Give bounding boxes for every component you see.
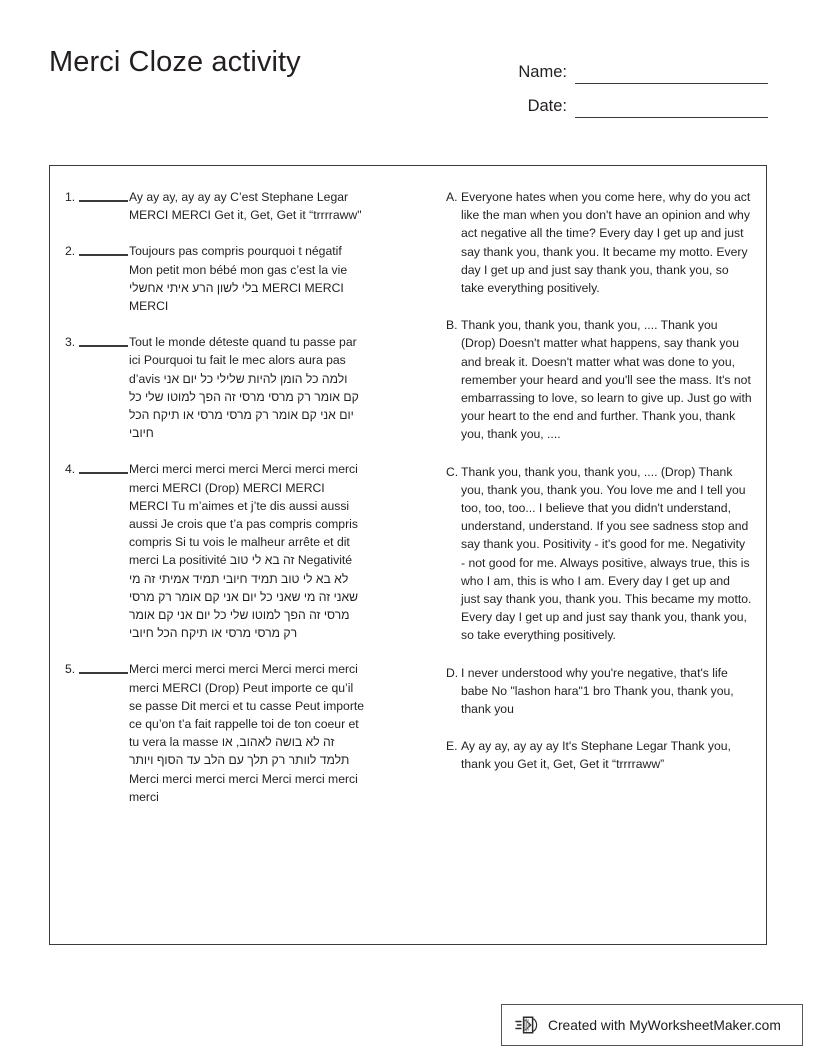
cloze-item-number: 2. xyxy=(65,244,76,259)
cloze-item-text: Toujours pas compris pourquoi t négatif Mon petit mon bébé mon gas c’est la vie בלי לשון הרע איתי אחשלי MERCI MERCI MERCI xyxy=(129,244,348,314)
name-row xyxy=(498,50,768,84)
option-item[interactable] xyxy=(446,737,752,773)
cloze-answer-blank[interactable] xyxy=(79,472,128,474)
cloze-item-number: 1. xyxy=(65,190,76,204)
cloze-item xyxy=(65,333,365,442)
cloze-item-number: 4. xyxy=(65,462,76,477)
cloze-answer-blank[interactable] xyxy=(79,672,128,674)
option-text: Thank you, thank you, thank you, .... Thank you (Drop) Doesn't matter what happens, say thank you and break it. Doesn't matter what was done to you, remember your heard and you'll see the mass. It's not embarrassing to love, so learn to give up. Just go with your heart to the end and further. Thank you, thank you, thank you, .... xyxy=(461,318,752,442)
page-header xyxy=(0,0,816,140)
option-item[interactable] xyxy=(446,316,752,443)
date-label: Date: xyxy=(527,97,567,115)
activity-columns xyxy=(50,166,766,944)
date-row xyxy=(498,84,768,118)
option-text: Thank you, thank you, thank you, .... (Drop) Thank you, thank you, thank you. You love me and I tell you too, too, too... I believe that you didn't understand, understand, understand. If you see sadness stop and say thank you. Positivity - it's good for me. Negativity - not good for me. Always positive, always true, this is who I am, this is who I am. Every day I get up and just say thank you, thank you. This became my motto. Every day I get up and just say thank you, thank you, so take everything positively. xyxy=(461,464,752,643)
option-letter: B. xyxy=(446,318,458,333)
cloze-item-number: 5. xyxy=(65,662,76,677)
cloze-answer-blank[interactable] xyxy=(79,345,128,347)
page-title: Merci Cloze activity xyxy=(49,46,301,78)
badge-label: Created with MyWorksheetMaker.com xyxy=(548,1017,781,1033)
name-label: Name: xyxy=(518,63,567,81)
option-text: Ay ay ay, ay ay ay It's Stephane Legar Thank you, thank you Get it, Get, Get it “trrrraww” xyxy=(461,739,731,772)
cloze-item-text: Merci merci merci merci Merci merci merci merci MERCI (Drop) Peut importe ce qu’il se passe Dit merci et tu casse Peut importe ce qu’on t’a fait rappelle toi de ton coeur et tu vera la masse זה לא בושה לאהוב, או תלמד לוותר רק תלך עם הלב עד הסוף ויותר Merci merci merci merci Merci merci merci merci xyxy=(129,662,365,804)
option-letter: D. xyxy=(446,665,459,680)
cloze-item xyxy=(65,242,365,315)
name-input-line[interactable] xyxy=(575,66,768,84)
date-input-line[interactable] xyxy=(575,100,768,118)
cloze-item-text: Tout le monde déteste quand tu passe par ici Pourquoi tu fait le mec alors aura pas d’avis ולמה כל הומן להיות שלילי כל יום אני קם אומר רק מרסי מרסי זה הפך למוטו שלי כל יום אני קם אומר רק מרסי מרסי או תיקח הכל חיובי xyxy=(129,335,359,441)
option-item[interactable] xyxy=(446,463,752,645)
option-text: Everyone hates when you come here, why do you act like the man when you don't have an opinion and why act negative all the time? Every day I get up and just say thank you, thank you. It became my motto. Every day I get up and just say thank you, thank you, so take everything positively. xyxy=(461,190,751,296)
name-date-block xyxy=(498,50,768,118)
option-letter: E. xyxy=(446,739,458,754)
cloze-answer-blank[interactable] xyxy=(79,200,128,202)
options-column xyxy=(446,188,752,793)
cloze-item xyxy=(65,460,365,642)
option-text: I never understood why you're negative, that's life babe No "lashon hara"1 bro Thank you, thank you, thank you xyxy=(461,665,734,717)
activity-box xyxy=(49,165,767,945)
cloze-item-text: Ay ay ay, ay ay ay C’est Stephane Legar MERCI MERCI Get it, Get, Get it “trrrraww" xyxy=(129,190,362,223)
cloze-answer-blank[interactable] xyxy=(79,254,128,256)
cloze-item xyxy=(65,660,365,806)
cloze-item xyxy=(65,188,365,224)
worksheet-maker-logo-icon xyxy=(515,1013,539,1037)
option-item[interactable] xyxy=(446,664,752,719)
option-item[interactable] xyxy=(446,188,752,297)
option-letter: A. xyxy=(446,190,458,204)
option-letter: C. xyxy=(446,464,459,479)
cloze-item-text: Merci merci merci merci Merci merci merci merci MERCI (Drop) MERCI MERCI MERCI Tu m’aimes et j’te dis aussi aussi aussi Je crois que t’a pas compris compris compris Si tu vois le malheur arrête et dit merci La positivité זה בא לי טוב Negativité לא בא לי טוב תמיד חיובי תמיד אמיתי זה מי שאני זה מי שאני כל יום אני קם אומר רק מרסי מרסי זה הפך למוטו שלי כל יום אני קם אומר רק מרסי מרסי או תיקח הכל חיובי xyxy=(129,462,359,641)
cloze-items-column xyxy=(65,188,365,824)
cloze-item-number: 3. xyxy=(65,335,76,350)
created-with-badge[interactable] xyxy=(501,1004,803,1046)
